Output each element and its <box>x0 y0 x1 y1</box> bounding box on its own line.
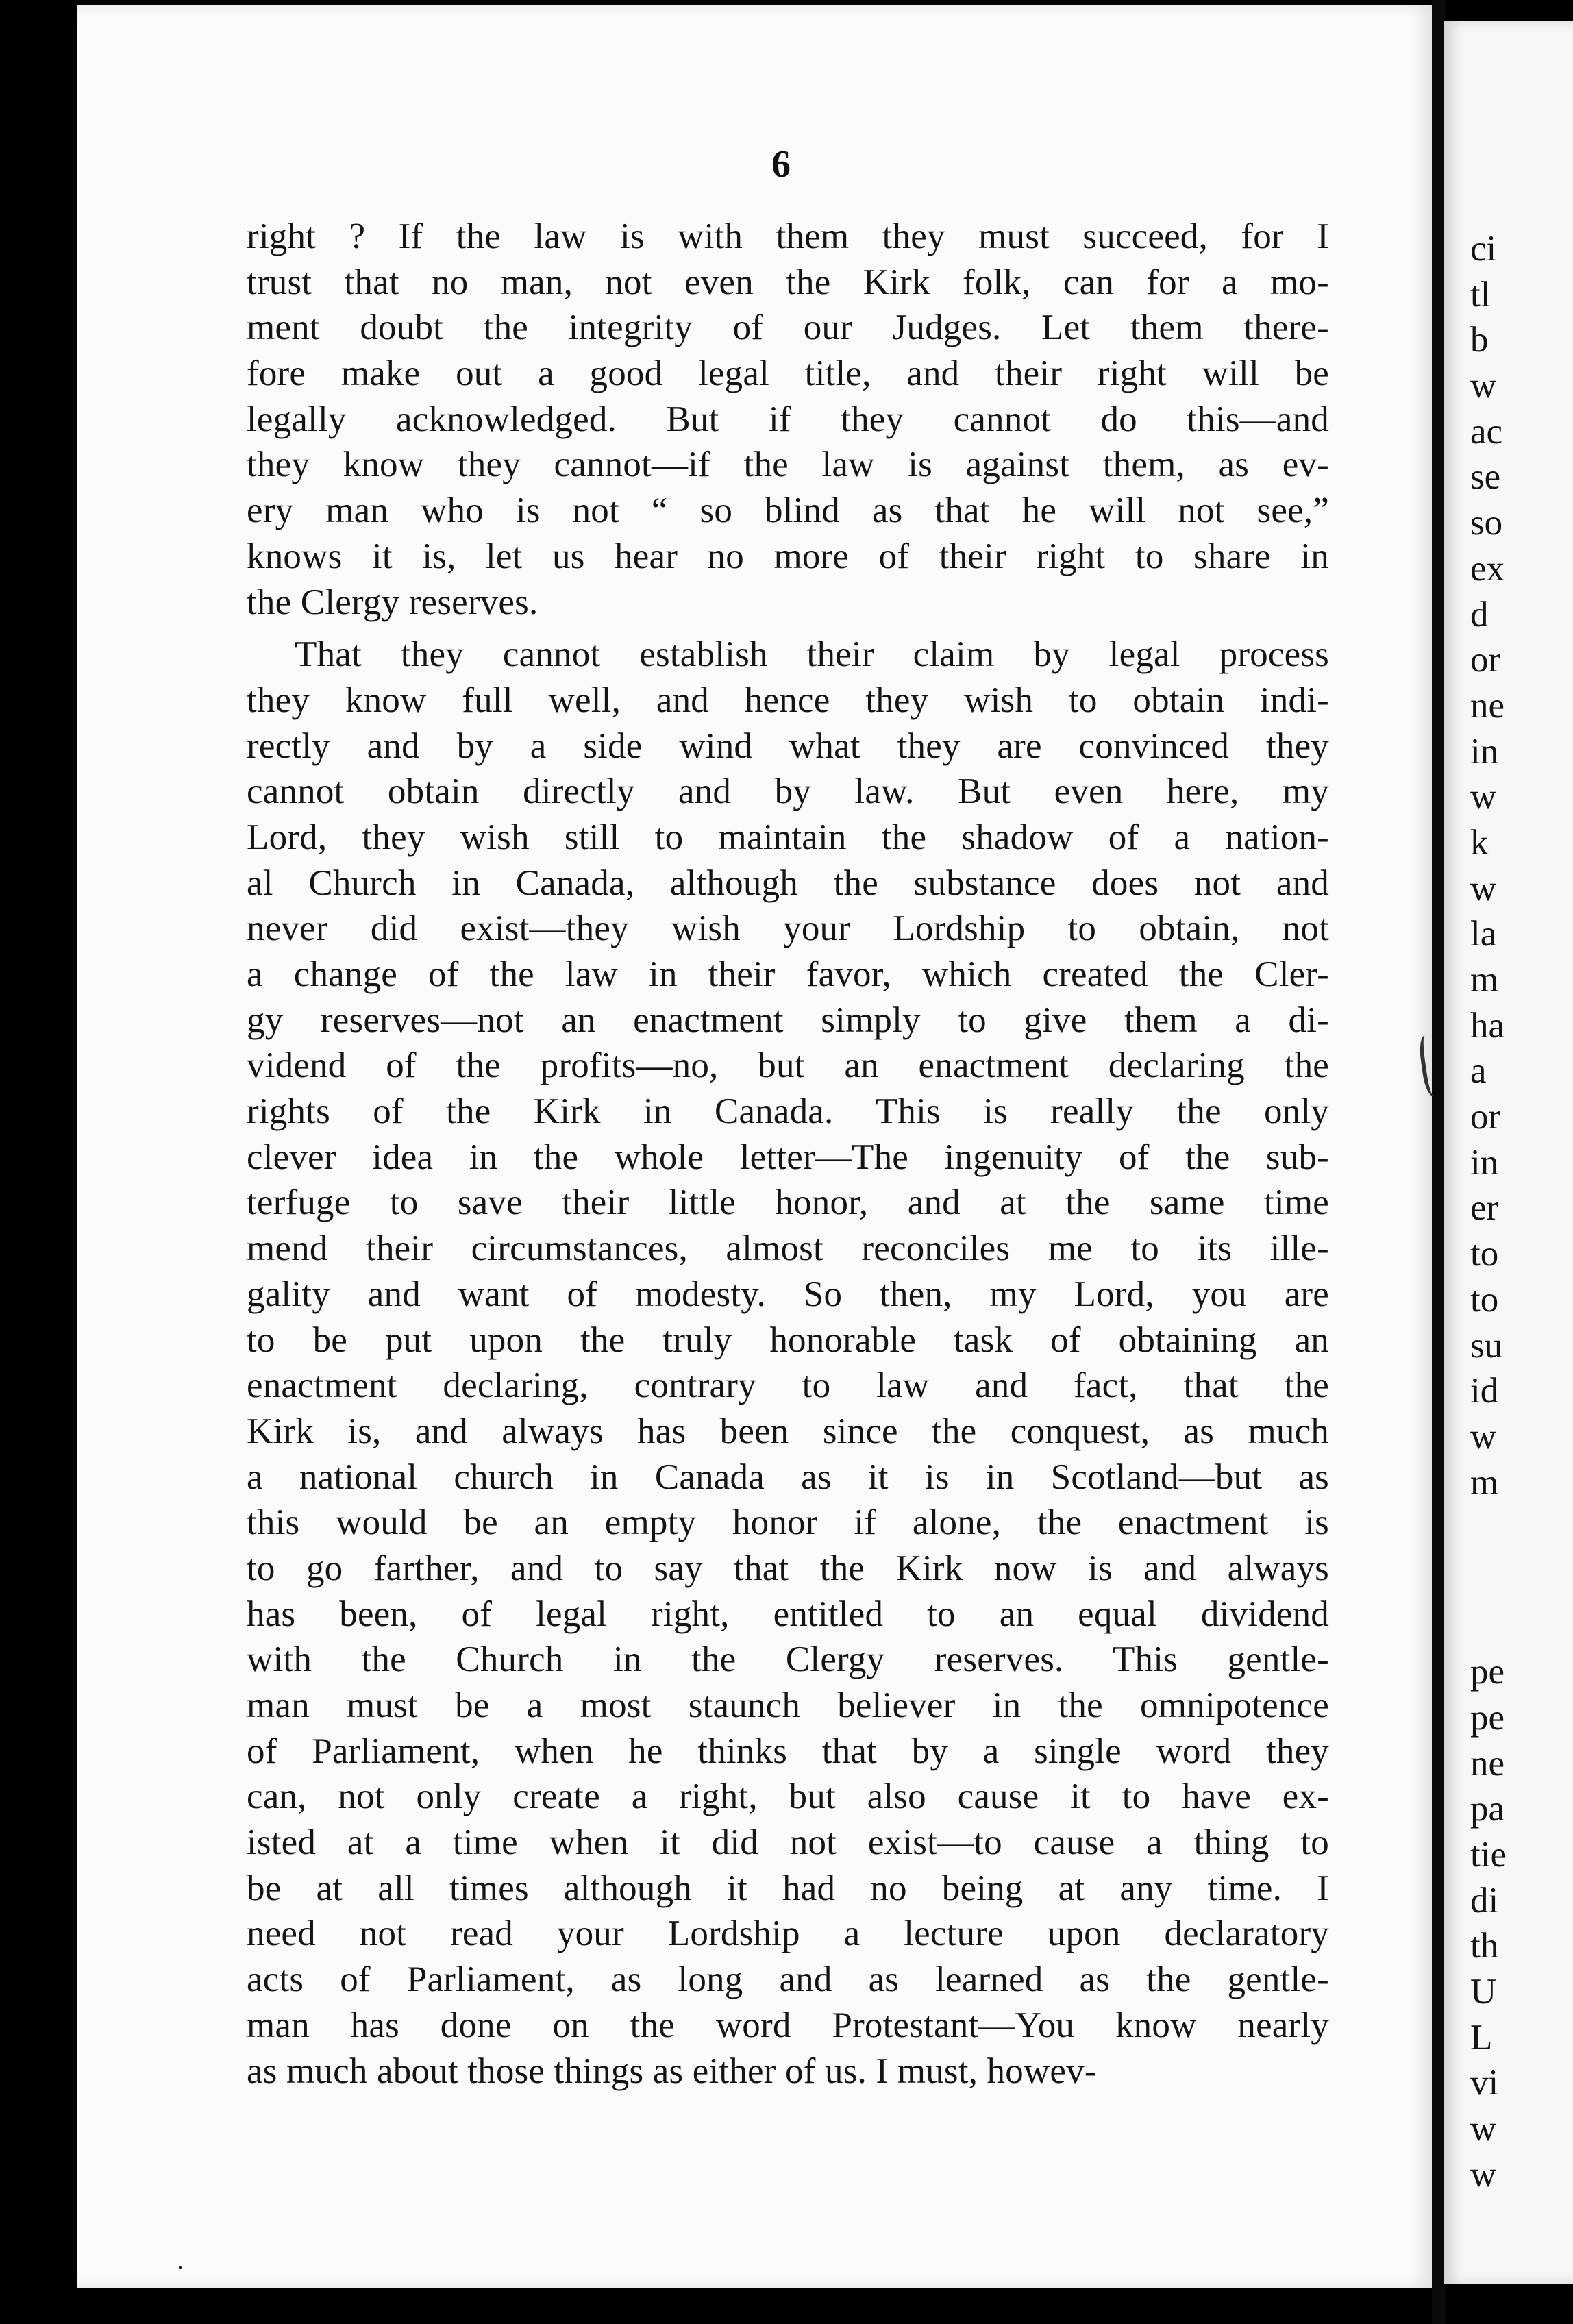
facing-page-fragment: so <box>1470 503 1503 543</box>
facing-page-fragment: or <box>1470 640 1501 680</box>
facing-page-fragment: d <box>1470 594 1489 634</box>
text-line: acts of Parliament, as long and as learned as the gentle- <box>247 1960 1329 2000</box>
facing-page-fragment: se <box>1470 457 1501 497</box>
text-line: rights of the Kirk in Canada. This is really the only <box>247 1091 1329 1132</box>
text-line: to go farther, and to say that the Kirk now is and always <box>247 1548 1329 1588</box>
facing-page-fragment: pa <box>1470 1789 1505 1829</box>
text-line: Kirk is, and always has been since the conquest, as much <box>247 1411 1329 1451</box>
text-line: as much about those things as either of us. I must, howev- <box>247 2051 1097 2091</box>
text-line: they know they cannot—if the law is against them, as ev- <box>247 445 1329 485</box>
facing-page-fragment: ex <box>1470 548 1505 589</box>
text-line: rectly and by a side wind what they are convinced they <box>247 726 1329 766</box>
facing-page-fragment: la <box>1470 914 1497 954</box>
paragraph-gap <box>247 625 1329 632</box>
text-line: vidend of the profits—no, but an enactment declaring the <box>247 1046 1329 1086</box>
text-line: has been, of legal right, entitled to an equal dividend <box>247 1594 1329 1634</box>
facing-page-fragment: vi <box>1470 2063 1499 2103</box>
facing-page-fragment: in <box>1470 731 1499 771</box>
facing-page-fragment: tl <box>1470 274 1491 314</box>
facing-page-fragment: b <box>1470 320 1489 360</box>
facing-page-fragment: di <box>1470 1880 1499 1920</box>
text-line: the Clergy reserves. <box>247 582 538 622</box>
facing-page-fragment: to <box>1470 1279 1499 1320</box>
facing-page-fragment: ne <box>1470 1743 1505 1783</box>
facing-page-fragment: to <box>1470 1234 1499 1274</box>
scan-speck <box>10 1239 14 1247</box>
text-line: clever idea in the whole letter—The ingenuity of the sub- <box>247 1137 1329 1177</box>
facing-page-fragment: or <box>1470 1097 1501 1137</box>
text-line: Lord, they wish still to maintain the shadow of a nation- <box>247 817 1329 857</box>
facing-page-text-fragments <box>1444 226 1507 2198</box>
text-line: a national church in Canada as it is in Scotland—but as <box>247 1457 1329 1497</box>
facing-page-fragment: w <box>1470 2154 1497 2195</box>
facing-page-fragment: er <box>1470 1188 1499 1228</box>
facing-page-edge <box>1444 21 1573 2284</box>
text-line: mend their circumstances, almost reconciles me to its ille- <box>247 1228 1329 1269</box>
facing-page-fragment: w <box>1470 366 1497 406</box>
facing-page-fragment: ha <box>1470 1005 1505 1046</box>
facing-page-fragment: id <box>1470 1371 1499 1411</box>
text-line: ment doubt the integrity of our Judges. Let them there- <box>247 308 1329 348</box>
facing-page-fragment: m <box>1470 960 1499 1000</box>
text-line: fore make out a good legal title, and their right will be <box>247 354 1329 394</box>
text-line: never did exist—they wish your Lordship to obtain, not <box>247 908 1329 949</box>
facing-page-fragment: w <box>1470 1416 1497 1457</box>
text-line: ery man who is not “ so blind as that he will not see,” <box>247 491 1329 531</box>
facing-page-fragment: ne <box>1470 685 1505 726</box>
facing-page-fragment: a <box>1470 1051 1487 1091</box>
scan-speck <box>179 2266 182 2269</box>
facing-page-fragment: w <box>1470 2109 1497 2149</box>
page-number: 6 <box>771 143 791 186</box>
text-line: to be put upon the truly honorable task of obtaining an <box>247 1320 1329 1360</box>
text-line: they know full well, and hence they wish to obtain indi- <box>247 680 1329 720</box>
text-line: isted at a time when it did not exist—to cause a thing to <box>247 1822 1329 1863</box>
text-line: of Parliament, when he thinks that by a single word they <box>247 1731 1329 1771</box>
facing-page-fragment: m <box>1470 1462 1499 1503</box>
text-line: gy reserves—not an enactment simply to give them a di- <box>247 1000 1329 1040</box>
facing-page-fragment: pe <box>1470 1652 1505 1692</box>
facing-page-fragment: L <box>1470 2017 1493 2057</box>
book-gutter <box>1432 0 1446 2324</box>
text-line: enactment declaring, contrary to law and fact, that the <box>247 1365 1329 1406</box>
facing-page-fragment: ac <box>1470 411 1503 452</box>
facing-page-fragment: U <box>1470 1972 1497 2012</box>
facing-page-fragment: su <box>1470 1325 1503 1365</box>
text-line: terfuge to save their little honor, and at the same time <box>247 1183 1329 1223</box>
text-line: al Church in Canada, although the substance does not and <box>247 863 1329 903</box>
text-line: a change of the law in their favor, which created the Cler- <box>247 954 1329 994</box>
text-line: with the Church in the Clergy reserves. This gentle- <box>247 1640 1329 1680</box>
facing-page-fragment: k <box>1470 822 1489 863</box>
text-line: trust that no man, not even the Kirk folk, can for a mo- <box>247 262 1329 302</box>
text-line: this would be an empty honor if alone, the enactment is <box>247 1503 1329 1543</box>
text-line: knows it is, let us hear no more of their right to share in <box>247 536 1329 576</box>
facing-page-fragment: ci <box>1470 229 1497 269</box>
text-line: can, not only create a right, but also cause it to have ex- <box>247 1777 1329 1817</box>
facing-page-fragment: w <box>1470 777 1497 817</box>
facing-page-fragment: pe <box>1470 1697 1505 1738</box>
facing-page-gap <box>1470 1505 1507 1649</box>
facing-page-fragment: in <box>1470 1142 1499 1183</box>
text-line: legally acknowledged. But if they cannot do this—and <box>247 399 1329 439</box>
text-line: cannot obtain directly and by law. But even here, my <box>247 771 1329 812</box>
body-text <box>247 214 1329 2094</box>
facing-page-fragment: w <box>1470 868 1497 908</box>
text-line: man has done on the word Protestant—You know nearly <box>247 2005 1329 2045</box>
text-line: need not read your Lordship a lecture upon declaratory <box>247 1914 1329 1954</box>
text-line: That they cannot establish their claim by legal process <box>295 634 1329 675</box>
facing-page-fragment: tie <box>1470 1835 1507 1875</box>
text-line: gality and want of modesty. So then, my Lord, you are <box>247 1274 1329 1314</box>
text-line: be at all times although it had no being at any time. I <box>247 1868 1329 1908</box>
text-line: man must be a most staunch believer in the omnipotence <box>247 1685 1329 1725</box>
text-line: right ? If the law is with them they must succeed, for I <box>247 217 1329 256</box>
facing-page-fragment: th <box>1470 1926 1499 1966</box>
